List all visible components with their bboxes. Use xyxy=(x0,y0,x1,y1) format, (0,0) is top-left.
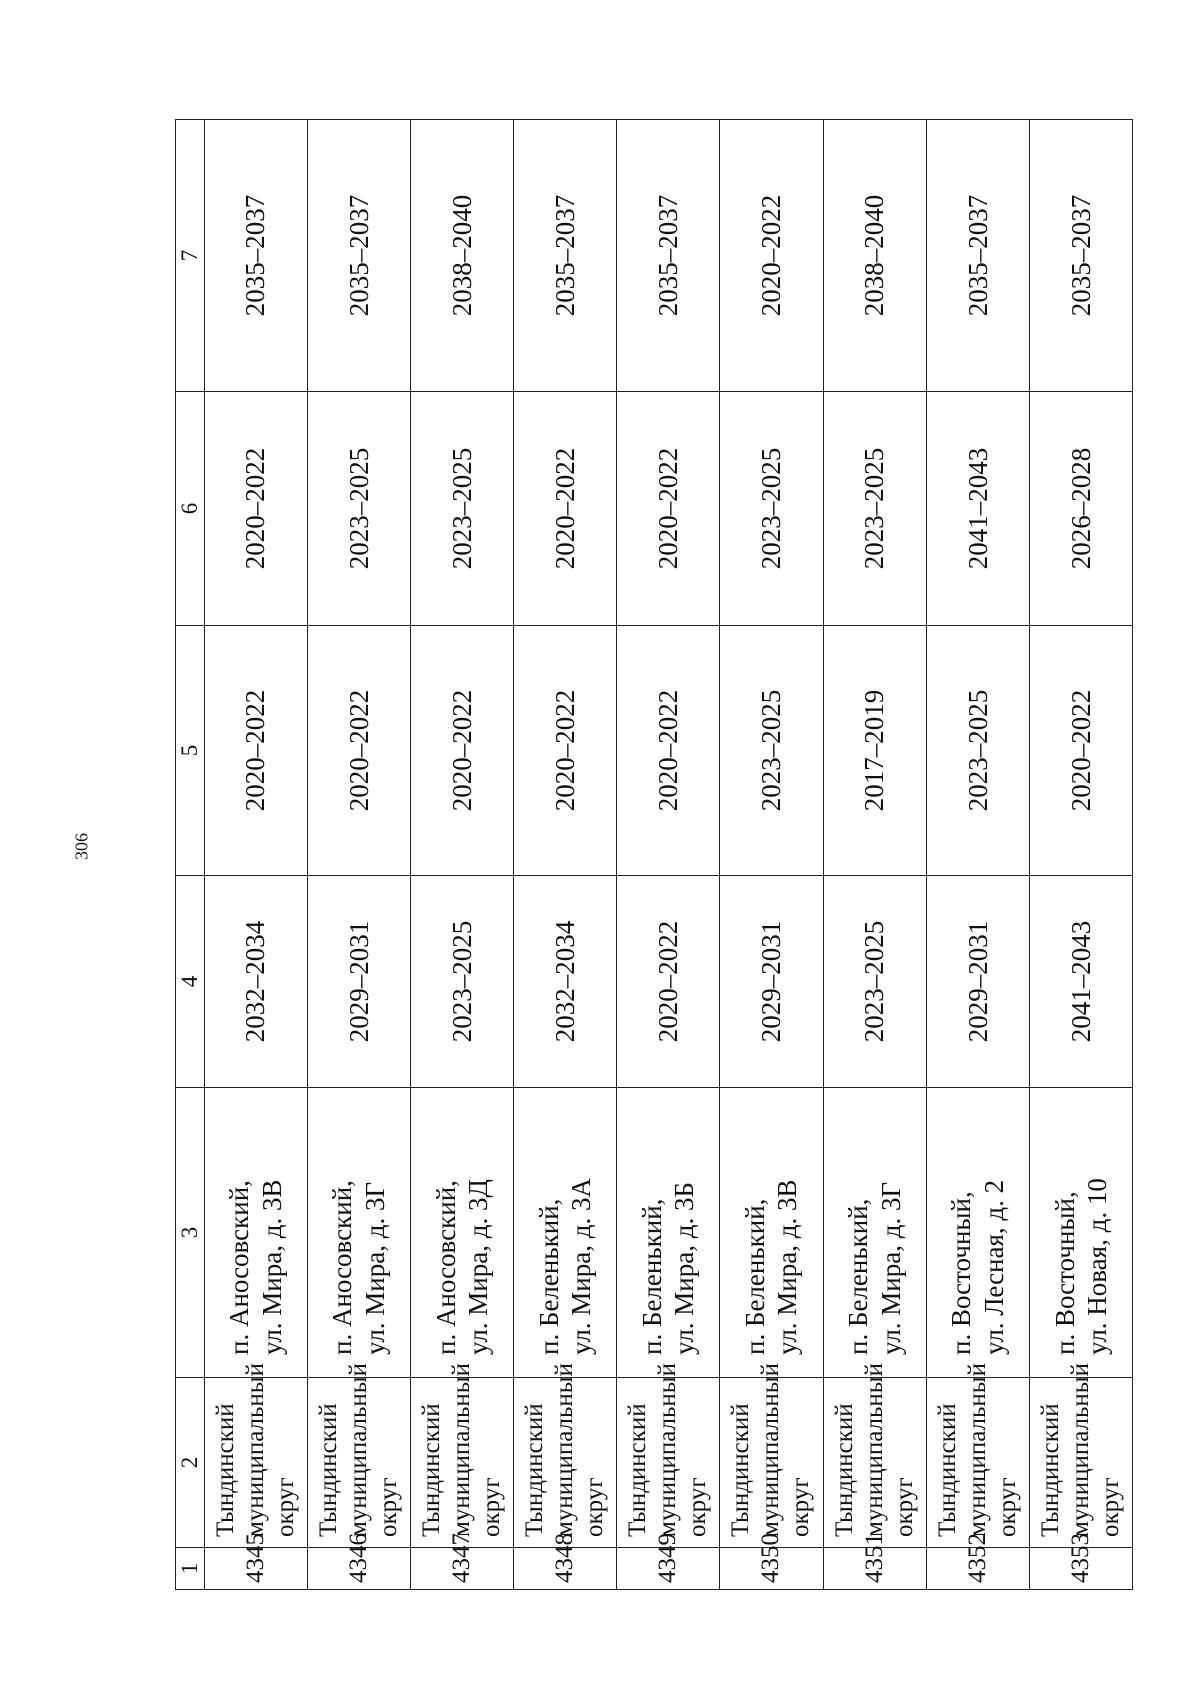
period-cell: 2020–2022 xyxy=(617,626,720,876)
column-header: 1 xyxy=(176,1548,205,1590)
period-cell: 2032–2034 xyxy=(514,876,617,1088)
address-line: п. Беленький, xyxy=(740,1198,771,1355)
municipality-line: муниципальный xyxy=(1066,1363,1094,1537)
address-line: ул. Мира, д. 3Д xyxy=(462,1179,493,1355)
address-line: ул. Мира, д. 3Г xyxy=(359,1181,390,1355)
row-number-cell: 4349 xyxy=(617,1548,720,1590)
table-row xyxy=(410,120,513,1590)
period-cell: 2020–2022 xyxy=(617,876,720,1088)
address-line: ул. Мира, д. 3В xyxy=(256,1179,287,1355)
municipality-line: округ xyxy=(993,1477,1021,1537)
municipality-cell xyxy=(926,1363,1029,1548)
address-cell xyxy=(410,1088,513,1378)
municipality-line: округ xyxy=(581,1477,609,1537)
period-cell: 2023–2025 xyxy=(823,876,926,1088)
period-cell: 2023–2025 xyxy=(720,392,823,626)
municipality-line: Тындинский xyxy=(624,1403,652,1537)
address-line: п. Беленький, xyxy=(636,1198,667,1355)
address-line: п. Восточный, xyxy=(946,1191,977,1355)
period-cell: 2038–2040 xyxy=(410,120,513,392)
table-row xyxy=(617,120,720,1590)
column-header: 6 xyxy=(176,392,205,626)
municipality-line: Тындинский xyxy=(521,1403,549,1537)
municipality-cell xyxy=(1029,1363,1132,1548)
address-line: п. Аносовский, xyxy=(430,1180,461,1355)
period-cell: 2020–2022 xyxy=(1029,626,1132,876)
period-cell: 2023–2025 xyxy=(926,626,1029,876)
period-cell: 2041–2043 xyxy=(1029,876,1132,1088)
period-cell: 2035–2037 xyxy=(307,120,410,392)
period-cell: 2029–2031 xyxy=(307,876,410,1088)
schedule-table xyxy=(175,119,1133,1590)
row-number-cell: 4346 xyxy=(307,1548,410,1590)
period-cell: 2017–2019 xyxy=(823,626,926,876)
municipality-line: муниципальный xyxy=(344,1363,372,1537)
period-cell: 2035–2037 xyxy=(204,120,307,392)
municipality-line: округ xyxy=(684,1477,712,1537)
address-line: п. Аносовский, xyxy=(224,1180,255,1355)
address-line: п. Аносовский, xyxy=(327,1180,358,1355)
period-cell: 2038–2040 xyxy=(823,120,926,392)
period-cell: 2020–2022 xyxy=(410,626,513,876)
period-cell: 2029–2031 xyxy=(720,876,823,1088)
page-number: 306 xyxy=(71,833,92,860)
address-line: ул. Новая, д. 10 xyxy=(1081,1178,1112,1355)
row-number-cell: 4350 xyxy=(720,1548,823,1590)
address-cell xyxy=(1029,1088,1132,1378)
municipality-line: Тындинский xyxy=(727,1403,755,1537)
period-cell: 2035–2037 xyxy=(1029,120,1132,392)
column-header: 3 xyxy=(176,1088,205,1378)
address-cell xyxy=(823,1088,926,1378)
period-cell: 2020–2022 xyxy=(204,626,307,876)
address-cell xyxy=(720,1088,823,1378)
period-cell: 2023–2025 xyxy=(410,876,513,1088)
municipality-line: муниципальный xyxy=(860,1363,888,1537)
table-row xyxy=(514,120,617,1590)
row-number-cell: 4348 xyxy=(514,1548,617,1590)
column-number-row xyxy=(176,120,205,1590)
period-cell: 2020–2022 xyxy=(514,392,617,626)
period-cell: 2020–2022 xyxy=(307,626,410,876)
period-cell: 2020–2022 xyxy=(514,626,617,876)
municipality-cell xyxy=(410,1363,513,1548)
municipality-line: Тындинский xyxy=(830,1403,858,1537)
column-header: 7 xyxy=(176,120,205,392)
municipality-line: муниципальный xyxy=(654,1363,682,1537)
address-line: ул. Мира, д. 3Б xyxy=(669,1182,700,1355)
address-line: ул. Лесная, д. 2 xyxy=(978,1179,1009,1355)
address-line: ул. Мира, д. 3А xyxy=(566,1178,597,1355)
rotated-table-container xyxy=(175,120,1133,1590)
address-line: п. Беленький, xyxy=(533,1198,564,1355)
municipality-line: округ xyxy=(787,1477,815,1537)
municipality-line: муниципальный xyxy=(963,1363,991,1537)
table-row xyxy=(1029,120,1132,1590)
period-cell: 2032–2034 xyxy=(204,876,307,1088)
municipality-line: муниципальный xyxy=(551,1363,579,1537)
address-cell xyxy=(514,1088,617,1378)
period-cell: 2026–2028 xyxy=(1029,392,1132,626)
municipality-cell xyxy=(307,1363,410,1548)
municipality-line: округ xyxy=(1096,1477,1124,1537)
municipality-line: округ xyxy=(477,1477,505,1537)
period-cell: 2035–2037 xyxy=(926,120,1029,392)
municipality-line: Тындинский xyxy=(211,1403,239,1537)
municipality-cell xyxy=(617,1363,720,1548)
period-cell: 2020–2022 xyxy=(204,392,307,626)
table-row xyxy=(926,120,1029,1590)
address-cell xyxy=(617,1088,720,1378)
period-cell: 2029–2031 xyxy=(926,876,1029,1088)
address-cell xyxy=(307,1088,410,1378)
period-cell: 2035–2037 xyxy=(514,120,617,392)
row-number-cell: 4345 xyxy=(204,1548,307,1590)
municipality-line: округ xyxy=(374,1477,402,1537)
row-number-cell: 4352 xyxy=(926,1548,1029,1590)
municipality-line: муниципальный xyxy=(447,1363,475,1537)
municipality-cell xyxy=(514,1363,617,1548)
municipality-line: муниципальный xyxy=(241,1363,269,1537)
address-line: п. Беленький, xyxy=(843,1198,874,1355)
municipality-line: Тындинский xyxy=(933,1403,961,1537)
municipality-line: муниципальный xyxy=(757,1363,785,1537)
municipality-line: Тындинский xyxy=(1036,1403,1064,1537)
table-row xyxy=(204,120,307,1590)
period-cell: 2020–2022 xyxy=(720,120,823,392)
address-cell xyxy=(926,1088,1029,1378)
table-row xyxy=(720,120,823,1590)
table-row xyxy=(307,120,410,1590)
municipality-cell xyxy=(720,1363,823,1548)
municipality-line: Тындинский xyxy=(314,1403,342,1537)
municipality-cell xyxy=(204,1363,307,1548)
column-header: 2 xyxy=(176,1378,205,1548)
address-line: ул. Мира, д. 3В xyxy=(772,1179,803,1355)
period-cell: 2041–2043 xyxy=(926,392,1029,626)
row-number-cell: 4351 xyxy=(823,1548,926,1590)
municipality-cell xyxy=(823,1363,926,1548)
period-cell: 2023–2025 xyxy=(410,392,513,626)
table-row xyxy=(823,120,926,1590)
column-header: 4 xyxy=(176,876,205,1088)
period-cell: 2020–2022 xyxy=(617,392,720,626)
address-cell xyxy=(204,1088,307,1378)
period-cell: 2023–2025 xyxy=(307,392,410,626)
period-cell: 2023–2025 xyxy=(823,392,926,626)
row-number-cell: 4347 xyxy=(410,1548,513,1590)
period-cell: 2035–2037 xyxy=(617,120,720,392)
municipality-line: округ xyxy=(271,1477,299,1537)
address-line: ул. Мира, д. 3Г xyxy=(875,1181,906,1355)
row-number-cell: 4353 xyxy=(1029,1548,1132,1590)
column-header: 5 xyxy=(176,626,205,876)
period-cell: 2023–2025 xyxy=(720,626,823,876)
address-line: п. Восточный, xyxy=(1049,1191,1080,1355)
municipality-line: Тындинский xyxy=(417,1403,445,1537)
municipality-line: округ xyxy=(890,1477,918,1537)
